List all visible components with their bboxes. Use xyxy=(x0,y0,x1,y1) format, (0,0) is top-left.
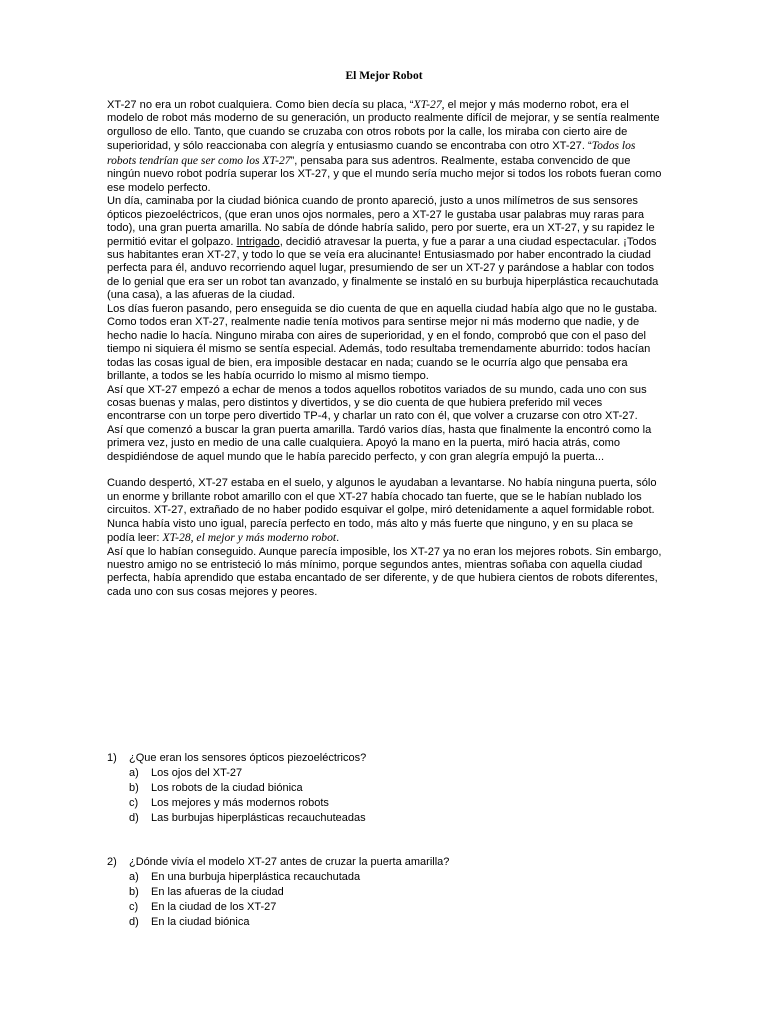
answer-option xyxy=(107,915,667,930)
paragraph-1-text-e: ”, pensaba para sus adentros. Realmente, estaba convencido de que ningún nuevo robot podría superar los XT-27, y que el mundo sería mucho mejor si todos los robots fueran como ese modelo perfecto. xyxy=(107,154,662,194)
option-letter: b) xyxy=(129,886,139,898)
paragraph-6-text-c: . xyxy=(336,532,340,545)
option-text: Los ojos del XT-27 xyxy=(151,767,243,779)
option-text: En la ciudad de los XT-27 xyxy=(151,901,277,913)
question-2 xyxy=(107,855,667,930)
paragraph-2 xyxy=(107,195,663,303)
question-number: 2) xyxy=(107,856,117,868)
quote-italic: Todos los robots tendrían que ser como los XT-27 xyxy=(107,139,636,167)
paragraph-1 xyxy=(107,98,663,195)
paragraph-4: Así que XT-27 empezó a echar de menos a todos aquellos robotitos variados de su mundo, cada uno con sus cosas buenas y malas, pero distintos y divertidos, y se dio cuenta de que hubiera preferido mil veces encontrarse con un torpe pero divertido TP-4, y charlar un rato con él, que volver a cruzarse con otro XT-27. xyxy=(107,383,647,423)
paragraph-3: Los días fueron pasando, pero enseguida se dio cuenta de que en aquella ciudad había algo que no le gustaba. Como todos eran XT-27, realmente nadie tenía motivos para sentirse mejor ni más moderno que nadie, y de hecho nadie lo hacía. Ninguno miraba con aires de superioridad, y en el fondo, comprobó que con el paso del tiempo ni siquiera él mismo se sentía especial. Además, todo resultaba tremendamente aburrido: todos hacían todas las cosas igual de bien, era imposible destacar en nada; cuando se le ocurría algo que pensaba era brillante, a todos se les había ocurrido lo mismo al mismo tiempo. xyxy=(107,302,658,383)
answer-option xyxy=(107,766,667,781)
answer-option xyxy=(107,811,667,826)
paragraph-6 xyxy=(107,477,663,545)
answer-option xyxy=(107,781,667,796)
new-plaque-italic: XT-28, el mejor y más moderno robot xyxy=(162,531,337,545)
answer-option xyxy=(107,900,667,915)
paragraph-1-text-a: XT-27 no era un robot cualquiera. Como bien decía su placa, “ xyxy=(107,99,414,111)
underlined-word: Intrigado xyxy=(236,235,280,248)
paragraph-6-text-a: Cuando despertó, XT-27 estaba en el suelo, y algunos le ayudaban a levantarse. No había ninguna puerta, sólo un enorme y brillante robot amarillo con el que XT-27 había chocado tan fuerte, que se le habían nublado los circuitos. XT-27, extrañado de no haber podido esquivar el golpe, miró detenidamente a aquel formidable robot. Nunca había visto uno igual, parecía perfecto en todo, más alto y más fuerte que ninguno, y en su placa se podía leer: xyxy=(107,477,657,545)
document-title: El Mejor Robot xyxy=(345,70,423,82)
paragraph-2-text-a: Un día, caminaba por la ciudad biónica cuando de pronto apareció, justo a unos milímetros de sus sensores ópticos piezoeléctricos, (que eran unos ojos normales, pero a XT-27 le gustaba usar palabras muy raras para todo), una gran puerta amarilla. No sabía de dónde habría salido, pero por suerte, era un XT-27, y su rapidez le permitió evitar el golpazo. xyxy=(107,195,655,248)
paragraph-5: Así que comenzó a buscar la gran puerta amarilla. Tardó varios días, hasta que finalmente la encontró como la primera vez, justo en medio de una calle cualquiera. Apoyó la mano en la puerta, miró hacia atrás, como despidiéndose de aquel mundo que le había parecido perfecto, y con gran alegría empujó la puerta... xyxy=(107,423,652,463)
answer-option xyxy=(107,796,667,811)
option-text: Los robots de la ciudad biónica xyxy=(151,782,303,794)
option-letter: c) xyxy=(129,797,139,809)
story-body xyxy=(107,98,663,599)
option-text: En la ciudad biónica xyxy=(151,916,250,928)
option-letter: a) xyxy=(129,871,139,883)
option-letter: d) xyxy=(129,812,139,824)
option-letter: a) xyxy=(129,767,139,779)
question-1 xyxy=(107,751,667,826)
option-text: En las afueras de la ciudad xyxy=(151,886,284,898)
paragraph-2-text-c: , decidió atravesar la puerta, y fue a parar a una ciudad espectacular. ¡Todos sus habitantes eran XT-27, y todo lo que se veía era alucinante! Entusiasmado por haber encontrado la ciudad perfecta para él, anduvo recorriendo aquel lugar, presumiendo de ser un XT-27 y parándose a hablar con todos de lo genial que era ser un robot tan avanzado, y finalmente se instaló en su burbuja hiperplástica recauchutada (una casa), a las afueras de la ciudad. xyxy=(107,235,659,302)
option-letter: d) xyxy=(129,916,139,928)
question-text: ¿Dónde vivía el modelo XT-27 antes de cruzar la puerta amarilla? xyxy=(129,856,450,868)
option-text: Los mejores y más modernos robots xyxy=(151,797,329,809)
plaque-model-italic: XT-27, xyxy=(413,98,445,111)
answer-option xyxy=(107,885,667,900)
question-2-header xyxy=(107,855,667,870)
option-letter: c) xyxy=(129,901,139,913)
question-number: 1) xyxy=(107,752,117,764)
paragraph-7: Así que lo habían conseguido. Aunque parecía imposible, los XT-27 ya no eran los mejores robots. Sin embargo, nuestro amigo no se entristeció lo más mínimo, porque segundos antes, mientras soñaba con aquella ciudad perfecta, había aprendido que estaba encantado de ser diferente, y de que hubiera cientos de robots diferentes, cada uno con sus cosas mejores y peores. xyxy=(107,545,662,598)
question-text: ¿Que eran los sensores ópticos piezoeléctricos? xyxy=(129,752,367,764)
option-text: Las burbujas hiperplásticas recauchuteadas xyxy=(151,812,366,824)
question-1-header xyxy=(107,751,667,766)
option-letter: b) xyxy=(129,782,139,794)
paragraph-1-text-c: el mejor y más moderno robot, era el modelo de robot más moderno de su generación, un producto realmente difícil de mejorar, y se sentía realmente orgulloso de ello. Tanto, que cuando se cruzaba con otros robots por la calle, los miraba con cierto aire de superioridad, y sólo reaccionaba con alegría y entusiasmo cuando se encontraba con otro XT-27. “ xyxy=(107,99,660,153)
answer-option xyxy=(107,870,667,885)
option-text: En una burbuja hiperplástica recauchutada xyxy=(151,871,361,883)
